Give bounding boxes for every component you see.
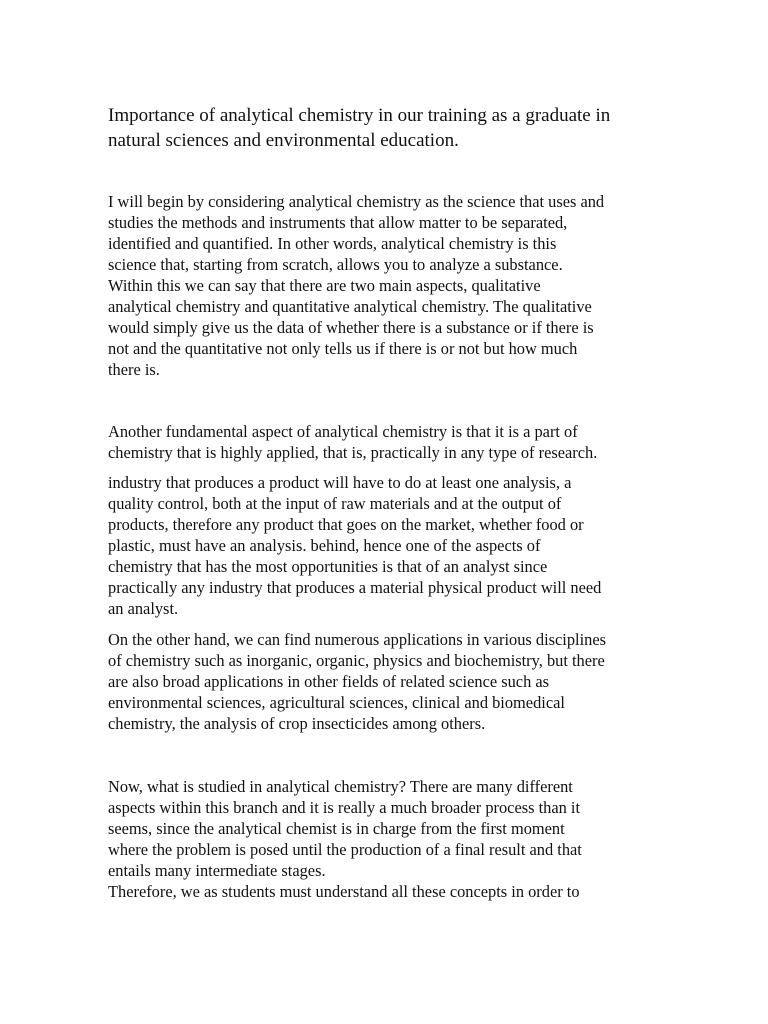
paragraph-line: Therefore, we as students must understand all these concepts in order to	[108, 882, 580, 901]
paragraph-line: industry that produces a product will have to do at least one analysis, a	[108, 473, 572, 492]
paragraph-line: aspects within this branch and it is really a much broader process than it	[108, 798, 581, 817]
paragraph-line: On the other hand, we can find numerous applications in various disciplines	[108, 630, 606, 649]
paragraph-line: of chemistry such as inorganic, organic, physics and biochemistry, but there	[108, 651, 605, 670]
paragraph-line: Now, what is studied in analytical chemistry? There are many different	[108, 777, 573, 796]
paragraph-line: not and the quantitative not only tells us if there is or not but how much	[108, 339, 578, 358]
paragraph-line: practically any industry that produces a material physical product will need	[108, 578, 602, 597]
paragraph-line: Within this we can say that there are two main aspects, qualitative	[108, 276, 541, 295]
paragraph-line: there is.	[108, 360, 160, 379]
paragraph-line: analytical chemistry and quantitative analytical chemistry. The qualitative	[108, 297, 592, 316]
title-line: natural sciences and environmental education.	[108, 130, 459, 151]
paragraph-line: I will begin by considering analytical chemistry as the science that uses and	[108, 192, 605, 211]
title-line: Importance of analytical chemistry in our training as a graduate in	[108, 105, 611, 126]
paragraph-line: Another fundamental aspect of analytical chemistry is that it is a part of	[108, 422, 578, 441]
paragraph-line: seems, since the analytical chemist is in charge from the first moment	[108, 819, 565, 838]
paragraph-line: chemistry that is highly applied, that is, practically in any type of research.	[108, 443, 598, 462]
paragraph-line: plastic, must have an analysis. behind, hence one of the aspects of	[108, 536, 541, 555]
paragraph-line: quality control, both at the input of raw materials and at the output of	[108, 494, 562, 513]
document-title	[108, 103, 668, 153]
paragraph-line: products, therefore any product that goes on the market, whether food or	[108, 515, 584, 534]
paragraph-line: identified and quantified. In other words, analytical chemistry is this	[108, 234, 557, 253]
paragraph-line: would simply give us the data of whether there is a substance or if there is	[108, 318, 594, 337]
paragraph-line: an analyst.	[108, 599, 179, 618]
paragraph-line: chemistry that has the most opportunities is that of an analyst since	[108, 557, 548, 576]
paragraph-line: entails many intermediate stages.	[108, 861, 326, 880]
paragraph-line: studies the methods and instruments that allow matter to be separated,	[108, 213, 568, 232]
paragraph-line: are also broad applications in other fields of related science such as	[108, 672, 550, 691]
paragraph-line: where the problem is posed until the production of a final result and that	[108, 840, 582, 859]
paragraph-line: chemistry, the analysis of crop insecticides among others.	[108, 714, 486, 733]
paragraph-line: science that, starting from scratch, allows you to analyze a substance.	[108, 255, 563, 274]
paragraph-line: environmental sciences, agricultural sciences, clinical and biomedical	[108, 693, 565, 712]
